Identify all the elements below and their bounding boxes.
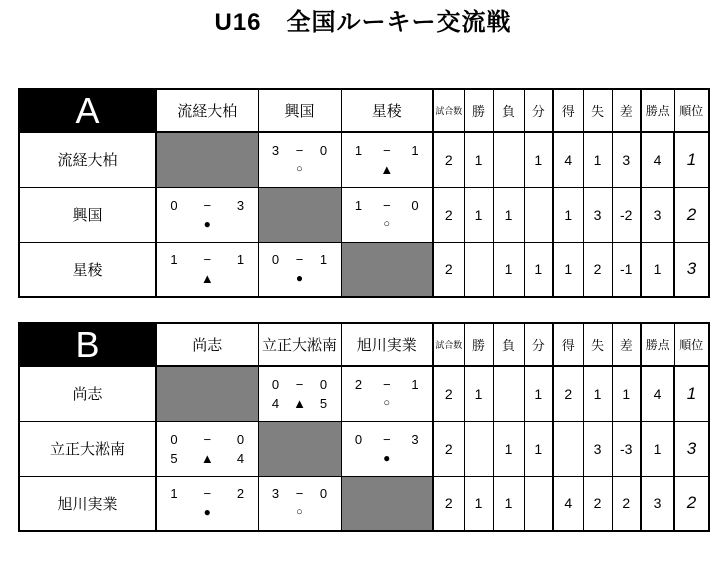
stat-cell — [553, 421, 583, 476]
score-right: 0 — [319, 486, 328, 502]
score-dash: − — [295, 142, 304, 158]
score-left: 0 — [170, 197, 178, 213]
rank-cell: 2 — [674, 187, 709, 242]
stat-cell: 1 — [612, 366, 641, 421]
score-left: 1 — [354, 142, 363, 158]
stat-column-header: 失 — [583, 89, 612, 132]
stat-cell: 1 — [464, 187, 493, 242]
team-row — [19, 421, 709, 476]
score-line — [259, 141, 341, 160]
score-right: 0 — [236, 431, 245, 447]
score-dash: − — [295, 486, 304, 502]
team-row — [19, 242, 709, 297]
team-row — [19, 132, 709, 187]
stat-cell — [493, 132, 524, 187]
score-right: 0 — [411, 197, 419, 213]
stat-cell — [464, 242, 493, 297]
self-cell — [341, 242, 433, 297]
team-column-header: 流経大柏 — [156, 89, 258, 132]
stat-cell: 1 — [524, 366, 553, 421]
group-label: A — [19, 89, 156, 132]
match-cell — [341, 421, 433, 476]
result-symbol: ○ — [296, 506, 303, 519]
stat-cell: -1 — [612, 242, 641, 297]
score-right: 1 — [236, 252, 245, 268]
result-symbol: ● — [383, 450, 391, 465]
match-cell — [156, 421, 258, 476]
score-dash: − — [203, 197, 212, 213]
stat-column-header: 勝 — [464, 89, 493, 132]
stat-cell: 1 — [524, 421, 553, 476]
groups — [18, 88, 726, 532]
score-line — [157, 484, 258, 503]
match-cell — [156, 187, 258, 242]
stat-column-header: 勝点 — [641, 323, 674, 366]
self-cell — [258, 187, 341, 242]
stat-cell: 2 — [433, 132, 464, 187]
symbol-line — [342, 394, 433, 413]
team-name: 旭川実業 — [19, 476, 156, 531]
result-symbol: ○ — [383, 217, 391, 230]
symbol-line — [157, 449, 258, 468]
team-row — [19, 476, 709, 531]
stat-cell — [524, 187, 553, 242]
score-right: 0 — [319, 142, 328, 158]
stat-cell — [493, 366, 524, 421]
stat-column-header: 得 — [553, 323, 583, 366]
team-name: 星稜 — [19, 242, 156, 297]
team-name: 興国 — [19, 187, 156, 242]
page-title: U16 全国ルーキー交流戦 — [214, 9, 512, 36]
group-A-table — [18, 88, 710, 298]
team-row — [19, 366, 709, 421]
match-cell — [341, 132, 433, 187]
score-dash: − — [382, 197, 391, 213]
match-cell — [341, 187, 433, 242]
stat-cell: 3 — [641, 476, 674, 531]
group-label: B — [19, 323, 156, 366]
stat-column-header: 試合数 — [433, 323, 464, 366]
stat-cell: 4 — [553, 476, 583, 531]
score-right: 1 — [411, 142, 419, 158]
stat-cell: 2 — [433, 242, 464, 297]
stat-column-header: 負 — [493, 89, 524, 132]
score-left: 4 — [271, 395, 280, 411]
score-line — [259, 484, 341, 503]
stat-cell: 1 — [493, 421, 524, 476]
match-cell — [258, 132, 341, 187]
stat-cell: 2 — [553, 366, 583, 421]
stat-cell: 1 — [553, 242, 583, 297]
score-line — [157, 430, 258, 449]
result-symbol: ▲ — [200, 450, 214, 466]
stat-cell: 1 — [493, 476, 524, 531]
stat-column-header: 試合数 — [433, 89, 464, 132]
score-right: 0 — [319, 376, 328, 392]
stat-cell: 3 — [583, 187, 612, 242]
stat-cell: 1 — [641, 242, 674, 297]
stat-cell: 4 — [641, 132, 674, 187]
stat-cell: 3 — [583, 421, 612, 476]
rank-cell: 3 — [674, 421, 709, 476]
rank-cell: 2 — [674, 476, 709, 531]
match-cell — [258, 242, 341, 297]
match-cell — [341, 366, 433, 421]
group-B-header-row — [19, 323, 709, 366]
symbol-line — [342, 215, 433, 234]
stat-cell: 2 — [583, 242, 612, 297]
stat-cell: 1 — [493, 187, 524, 242]
stat-column-header: 分 — [524, 323, 553, 366]
stat-column-header: 分 — [524, 89, 553, 132]
stat-cell: 1 — [493, 242, 524, 297]
score-left: 0 — [170, 431, 178, 447]
team-name: 流経大柏 — [19, 132, 156, 187]
self-cell — [258, 421, 341, 476]
stat-column-header: 勝 — [464, 323, 493, 366]
score-line — [157, 250, 258, 269]
result-symbol: ○ — [383, 396, 391, 409]
score-dash: − — [382, 431, 391, 447]
score-right: 1 — [411, 376, 419, 392]
stat-column-header: 負 — [493, 323, 524, 366]
stat-cell: 4 — [553, 132, 583, 187]
stat-cell: 1 — [641, 421, 674, 476]
stat-column-header: 勝点 — [641, 89, 674, 132]
stat-cell: 4 — [641, 366, 674, 421]
stat-column-header: 差 — [612, 89, 641, 132]
score-line — [259, 375, 341, 394]
stat-cell: 1 — [583, 366, 612, 421]
stat-cell: 2 — [433, 187, 464, 242]
score-line — [342, 196, 433, 215]
score-right: 3 — [236, 197, 245, 213]
team-row — [19, 187, 709, 242]
symbol-line — [157, 215, 258, 234]
stat-cell: 2 — [583, 476, 612, 531]
result-symbol: ● — [203, 505, 211, 520]
score-line — [342, 141, 433, 160]
score-line — [342, 430, 433, 449]
score-right: 1 — [319, 252, 328, 268]
score-left: 2 — [354, 376, 363, 392]
team-column-header: 尚志 — [156, 323, 258, 366]
page — [0, 8, 726, 532]
score-dash: − — [203, 431, 212, 447]
score-left: 1 — [170, 486, 178, 502]
score-dash: − — [203, 252, 212, 268]
stat-cell: 3 — [612, 132, 641, 187]
score-left: 0 — [271, 252, 280, 268]
score-dash: − — [295, 376, 304, 392]
stat-cell: 2 — [433, 421, 464, 476]
score-dash: − — [382, 376, 391, 392]
stat-cell: 1 — [553, 187, 583, 242]
stat-cell: 1 — [464, 366, 493, 421]
score-left: 0 — [354, 431, 363, 447]
result-symbol: ○ — [296, 162, 303, 175]
symbol-line — [259, 269, 341, 288]
score-dash: − — [382, 142, 391, 158]
score-left: 1 — [354, 197, 363, 213]
symbol-line — [259, 160, 341, 179]
symbol-line — [157, 269, 258, 288]
stat-cell: 2 — [433, 366, 464, 421]
stat-cell: 1 — [583, 132, 612, 187]
rank-cell: 1 — [674, 366, 709, 421]
stat-cell: 2 — [612, 476, 641, 531]
result-symbol: ● — [203, 216, 211, 231]
group-B-table — [18, 322, 710, 532]
score-left: 0 — [271, 376, 280, 392]
team-column-header: 旭川実業 — [341, 323, 433, 366]
team-column-header: 立正大淞南 — [258, 323, 341, 366]
result-symbol: ● — [295, 271, 304, 286]
match-cell — [156, 476, 258, 531]
symbol-line — [259, 503, 341, 522]
stat-column-header: 順位 — [674, 89, 709, 132]
score-dash: − — [203, 486, 212, 502]
score-right: 5 — [319, 395, 328, 411]
stat-cell: 3 — [641, 187, 674, 242]
symbol-line — [342, 449, 433, 468]
rank-cell: 1 — [674, 132, 709, 187]
stat-cell: -2 — [612, 187, 641, 242]
self-cell — [156, 366, 258, 421]
result-symbol: ▲ — [380, 161, 394, 177]
stat-cell — [464, 421, 493, 476]
symbol-line — [259, 394, 341, 413]
stat-column-header: 失 — [583, 323, 612, 366]
stat-column-header: 得 — [553, 89, 583, 132]
stat-cell: 1 — [524, 132, 553, 187]
match-cell — [258, 476, 341, 531]
score-left: 3 — [271, 486, 280, 502]
match-cell — [258, 366, 341, 421]
score-left: 5 — [170, 450, 178, 466]
team-column-header: 興国 — [258, 89, 341, 132]
stat-cell: 1 — [464, 476, 493, 531]
team-column-header: 星稜 — [341, 89, 433, 132]
score-right: 2 — [236, 486, 245, 502]
stat-cell: -3 — [612, 421, 641, 476]
self-cell — [156, 132, 258, 187]
score-dash: − — [295, 252, 304, 268]
result-symbol: ▲ — [200, 271, 214, 287]
stat-cell: 1 — [464, 132, 493, 187]
score-right: 4 — [236, 450, 245, 466]
rank-cell: 3 — [674, 242, 709, 297]
self-cell — [341, 476, 433, 531]
stat-column-header: 差 — [612, 323, 641, 366]
team-name: 立正大淞南 — [19, 421, 156, 476]
group-A-header-row — [19, 89, 709, 132]
score-line — [342, 375, 433, 394]
symbol-line — [157, 503, 258, 522]
match-cell — [156, 242, 258, 297]
score-left: 3 — [271, 142, 280, 158]
score-line — [259, 250, 341, 269]
symbol-line — [342, 160, 433, 179]
score-line — [157, 196, 258, 215]
team-name: 尚志 — [19, 366, 156, 421]
score-left: 1 — [170, 252, 178, 268]
stat-column-header: 順位 — [674, 323, 709, 366]
stat-cell: 2 — [433, 476, 464, 531]
result-symbol: ▲ — [293, 395, 306, 411]
stat-cell — [524, 476, 553, 531]
score-right: 3 — [411, 431, 419, 447]
stat-cell: 1 — [524, 242, 553, 297]
